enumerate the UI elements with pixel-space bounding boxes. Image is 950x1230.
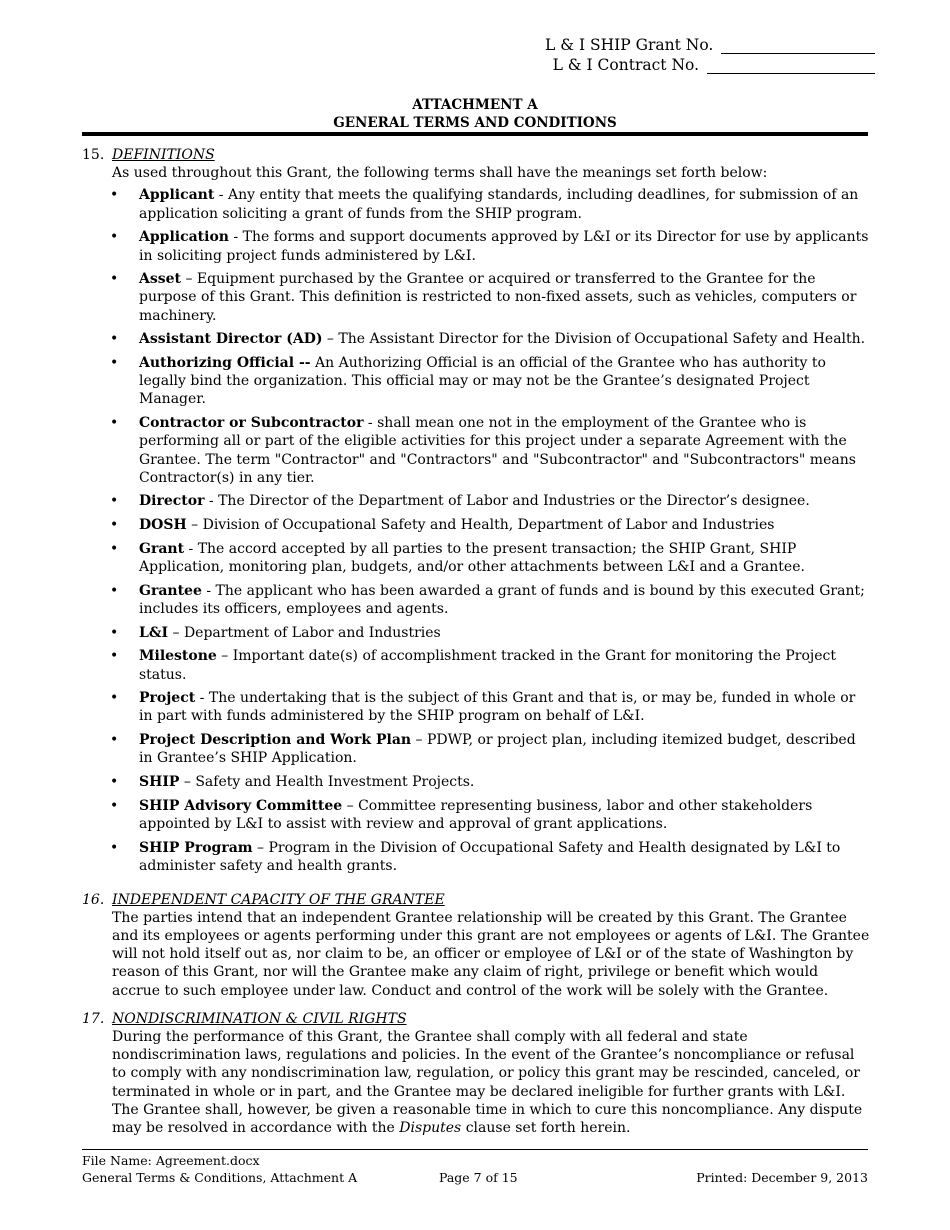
definition-term: Director (139, 493, 205, 510)
paragraph-text: clause set forth herein. (461, 1120, 631, 1137)
section-heading (82, 146, 870, 164)
disputes-reference: Disputes (399, 1120, 462, 1137)
definition-item (139, 624, 870, 642)
footer-printed-date: Printed: December 9, 2013 (696, 1170, 868, 1185)
definition-text: - The Director of the Department of Labor and Industries or the Director’s designee. (204, 493, 810, 510)
page-number: Page 7 of 15 (439, 1170, 518, 1185)
definition-term: DOSH (139, 517, 187, 534)
definition-text: - The forms and support documents approved by L&I or its Director for use by applicants in soliciting project funds administered by L&I. (139, 229, 869, 264)
definition-text: – Committee representing business, labor and other stakeholders appointed by L&I to assist with review and approval of grant applications. (139, 797, 813, 832)
definition-text: - shall mean one not in the employment of the Grantee who is performing all or part of the eligible activities for this project under a separate Agreement with the Grantee. The term "Contractor" and "Contractors" and "Subcontractor" and "Subcontractors" means Contractor(s) in any tier. (139, 415, 856, 486)
grant-no-label: L & I SHIP Grant No. (545, 36, 714, 54)
paragraph-text: During the performance of this Grant, the Grantee shall comply with all federal and state nondiscrimination laws, regulations and policies. In the event of the Grantee’s noncompliance or refusal to comply with any nondiscrimination law, regulation, or policy this grant may be rescinded, canceled, or terminated in whole or in part, and the Grantee may be declared ineligible for further grants with L&I. The Grantee shall, however, be given a reasonable time in which to cure this noncompliance. Any dispute may be resolved in accordance with the (112, 1029, 863, 1137)
definition-term: Grantee (139, 582, 202, 599)
document-body (82, 146, 870, 1137)
definition-term: Application (139, 229, 229, 246)
section-title: NONDISCRIMINATION & CIVIL RIGHTS (112, 1010, 407, 1027)
definition-item (139, 797, 870, 833)
section-paragraph: The parties intend that an independent Grantee relationship will be created by this Grant. The Grantee and its employees or agents performing under this grant are not employees or agents of L&I. The Grantee will not hold itself out as, nor claim to be, an officer or employee of L&I or of the state of Washington by reason of this Grant, nor will the Grantee make any claim of right, privilege or benefit which would accrue to such employee under law. Conduct and control of the work will be solely with the Grantee. (112, 909, 870, 999)
footer-file-name: File Name: Agreement.docx (82, 1153, 260, 1168)
definition-item (139, 839, 870, 875)
definition-item (139, 647, 870, 683)
contract-no-label: L & I Contract No. (552, 56, 699, 74)
title-block (82, 96, 868, 132)
section-title: DEFINITIONS (112, 147, 215, 163)
definition-term: SHIP Advisory Committee (139, 797, 343, 814)
section-heading (82, 1010, 870, 1028)
definition-text: - The applicant who has been awarded a grant of funds and is bound by this executed Grant; includes its officers, employees and agents. (139, 582, 865, 617)
definition-text: - Any entity that meets the qualifying standards, including deadlines, for submission of an application soliciting a grant of funds from the SHIP program. (139, 187, 859, 222)
header-fields (545, 34, 875, 74)
definition-term: Authorizing Official -- (139, 355, 311, 372)
definition-item (139, 414, 870, 487)
definition-text: - The accord accepted by all parties to the present transaction; the SHIP Grant, SHIP Application, monitoring plan, budgets, and/or other attachments between L&I and a Grantee. (139, 540, 805, 576)
definition-term: L&I (139, 624, 169, 641)
definition-term: SHIP (139, 774, 180, 791)
section-title: INDEPENDENT CAPACITY OF THE GRANTEE (112, 891, 445, 908)
definition-term: Project (139, 690, 196, 707)
grant-no-field (721, 38, 875, 54)
section-heading (82, 891, 870, 909)
definition-term: Grant (139, 540, 185, 557)
definition-term: Asset (139, 271, 181, 288)
contract-no-field (707, 58, 875, 74)
definition-text: – Department of Labor and Industries (168, 624, 441, 641)
section-intro: As used throughout this Grant, the following terms shall have the meanings set forth below: (112, 165, 768, 182)
page-footer (82, 1152, 868, 1186)
footer-divider (82, 1149, 868, 1150)
grant-no-row (545, 34, 875, 54)
definition-item (139, 773, 870, 791)
definition-item (139, 731, 870, 767)
section-paragraph (112, 1028, 870, 1137)
definition-item (139, 330, 870, 348)
definition-item (139, 270, 870, 325)
definition-item (139, 689, 870, 725)
definition-item (139, 492, 870, 510)
definition-text: – Equipment purchased by the Grantee or acquired or transferred to the Grantee for the purpose of this Grant. This definition is restricted to non-fixed assets, such as vehicles, computers or machinery. (139, 271, 857, 324)
definition-text: – Program in the Division of Occupational Safety and Health designated by L&I to administer safety and health grants. (139, 839, 841, 874)
definition-text: An Authorizing Official is an official of the Grantee who has authority to legally bind the organization. This official may or may not be the Grantee’s designated Project Manager. (139, 355, 826, 408)
definition-item (139, 186, 870, 222)
definition-item (139, 516, 870, 534)
document-title: GENERAL TERMS AND CONDITIONS (333, 115, 617, 131)
definition-item (139, 354, 870, 409)
attachment-heading: ATTACHMENT A (412, 97, 538, 113)
definition-text: – Safety and Health Investment Projects. (179, 774, 475, 791)
section-number: 17. (82, 1010, 105, 1027)
definition-term: Project Description and Work Plan (139, 732, 412, 749)
definition-term: Contractor or Subcontractor (139, 415, 364, 432)
section-number: 15. (82, 147, 105, 163)
definition-item (139, 228, 870, 264)
definition-item (139, 582, 870, 618)
footer-doc-title: General Terms & Conditions, Attachment A (82, 1170, 358, 1185)
definition-term: Applicant (139, 187, 215, 204)
definition-text: – PDWP, or project plan, including itemized budget, described in Grantee’s SHIP Application. (139, 732, 856, 767)
section-number: 16. (82, 891, 105, 908)
definition-item (139, 540, 870, 576)
definition-text: – Important date(s) of accomplishment tracked in the Grant for monitoring the Project status. (139, 648, 836, 683)
definition-term: Milestone (139, 648, 217, 665)
definitions-list (82, 186, 870, 875)
title-divider (82, 132, 868, 136)
definition-term: Assistant Director (AD) (139, 331, 323, 348)
definition-term: SHIP Program (139, 839, 253, 856)
definition-text: – Division of Occupational Safety and Health, Department of Labor and Industries (186, 517, 775, 534)
definition-text: – The Assistant Director for the Division of Occupational Safety and Health. (322, 331, 866, 348)
contract-no-row (545, 54, 875, 74)
definition-text: - The undertaking that is the subject of this Grant and that is, or may be, funded in whole or in part with funds administered by the SHIP program on behalf of L&I. (139, 690, 856, 725)
